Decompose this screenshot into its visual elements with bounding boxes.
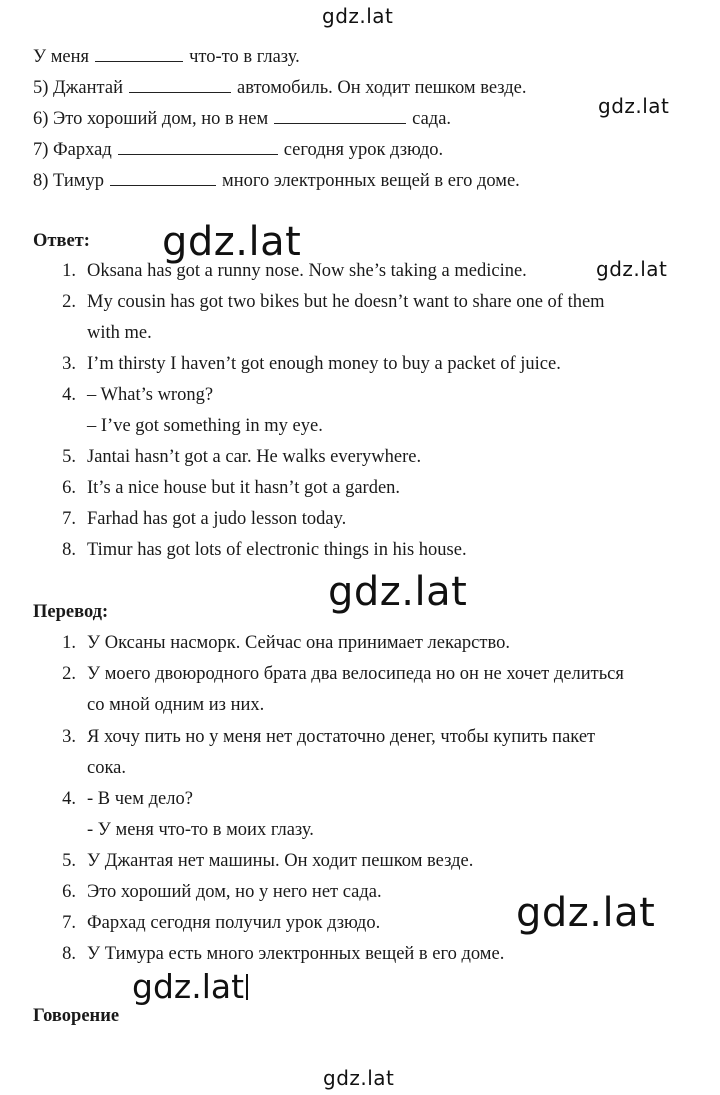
list-item-number: 8.: [62, 944, 76, 964]
text-cursor-icon: [246, 974, 248, 1000]
list-item-number: 5.: [62, 447, 76, 467]
list-item-number: 1.: [62, 633, 76, 653]
translation-heading: Перевод:: [33, 602, 109, 622]
list-item: – What’s wrong?: [87, 385, 214, 405]
list-item: У Тимура есть много электронных вещей в его доме.: [87, 944, 505, 964]
list-item-continuation: со мной одним из них.: [87, 695, 265, 715]
exercise-line-4: У меня что-то в глазу.: [33, 47, 300, 67]
exercise-line-7: 7) Фархад сегодня урок дзюдо.: [33, 140, 444, 160]
list-item: У моего двоюродного брата два велосипеда но он не хочет делиться: [87, 664, 624, 684]
answer-heading: Ответ:: [33, 231, 90, 251]
watermark: gdz.lat: [162, 219, 302, 265]
list-item: Фархад сегодня получил урок дзюдо.: [87, 913, 381, 933]
watermark: gdz.lat: [322, 4, 394, 28]
list-item: Farhad has got a judo lesson today.: [87, 509, 347, 529]
list-item-continuation: - У меня что-то в моих глазу.: [87, 820, 314, 840]
list-item-number: 3.: [62, 354, 76, 374]
answer-blank: [274, 109, 406, 124]
list-item-number: 2.: [62, 292, 76, 312]
list-item: I’m thirsty I haven’t got enough money to buy a packet of juice.: [87, 354, 561, 374]
list-item: У Оксаны насморк. Сейчас она принимает лекарство.: [87, 633, 510, 653]
list-item-number: 7.: [62, 913, 76, 933]
answer-blank: [118, 140, 278, 155]
list-item-number: 6.: [62, 882, 76, 902]
list-item-continuation: – I’ve got something in my eye.: [87, 416, 323, 436]
list-item-number: 2.: [62, 664, 76, 684]
watermark: gdz.lat: [132, 970, 248, 1003]
watermark: gdz.lat: [598, 94, 670, 118]
list-item-number: 4.: [62, 385, 76, 405]
answer-blank: [95, 47, 183, 62]
list-item-number: 4.: [62, 789, 76, 809]
list-item-number: 3.: [62, 727, 76, 747]
list-item-continuation: сока.: [87, 758, 127, 778]
list-item: It’s a nice house but it hasn’t got a garden.: [87, 478, 401, 498]
list-item-continuation: with me.: [87, 323, 152, 343]
watermark: gdz.lat: [596, 257, 668, 281]
speaking-heading: Говорение: [33, 1006, 120, 1026]
list-item-number: 5.: [62, 851, 76, 871]
answer-blank: [129, 78, 231, 93]
exercise-line-5: 5) Джантай автомобиль. Он ходит пешком везде.: [33, 78, 527, 98]
list-item-number: 6.: [62, 478, 76, 498]
answer-blank: [110, 171, 216, 186]
list-item: Это хороший дом, но у него нет сада.: [87, 882, 382, 902]
exercise-line-8: 8) Тимур много электронных вещей в его доме.: [33, 171, 520, 191]
list-item: Jantai hasn’t got a car. He walks everywhere.: [87, 447, 422, 467]
watermark: gdz.lat: [516, 890, 656, 936]
list-item: У Джантая нет машины. Он ходит пешком везде.: [87, 851, 474, 871]
list-item: Oksana has got a runny nose. Now she’s taking a medicine.: [87, 261, 527, 281]
list-item: Я хочу пить но у меня нет достаточно денег, чтобы купить пакет: [87, 727, 596, 747]
list-item: My cousin has got two bikes but he doesn’t want to share one of them: [87, 292, 605, 312]
watermark: gdz.lat: [328, 569, 468, 615]
watermark: gdz.lat: [323, 1066, 395, 1090]
list-item-number: 8.: [62, 540, 76, 560]
list-item-number: 1.: [62, 261, 76, 281]
list-item-number: 7.: [62, 509, 76, 529]
exercise-line-6: 6) Это хороший дом, но в нем сада.: [33, 109, 452, 129]
list-item: Timur has got lots of electronic things in his house.: [87, 540, 467, 560]
list-item: - В чем дело?: [87, 789, 193, 809]
